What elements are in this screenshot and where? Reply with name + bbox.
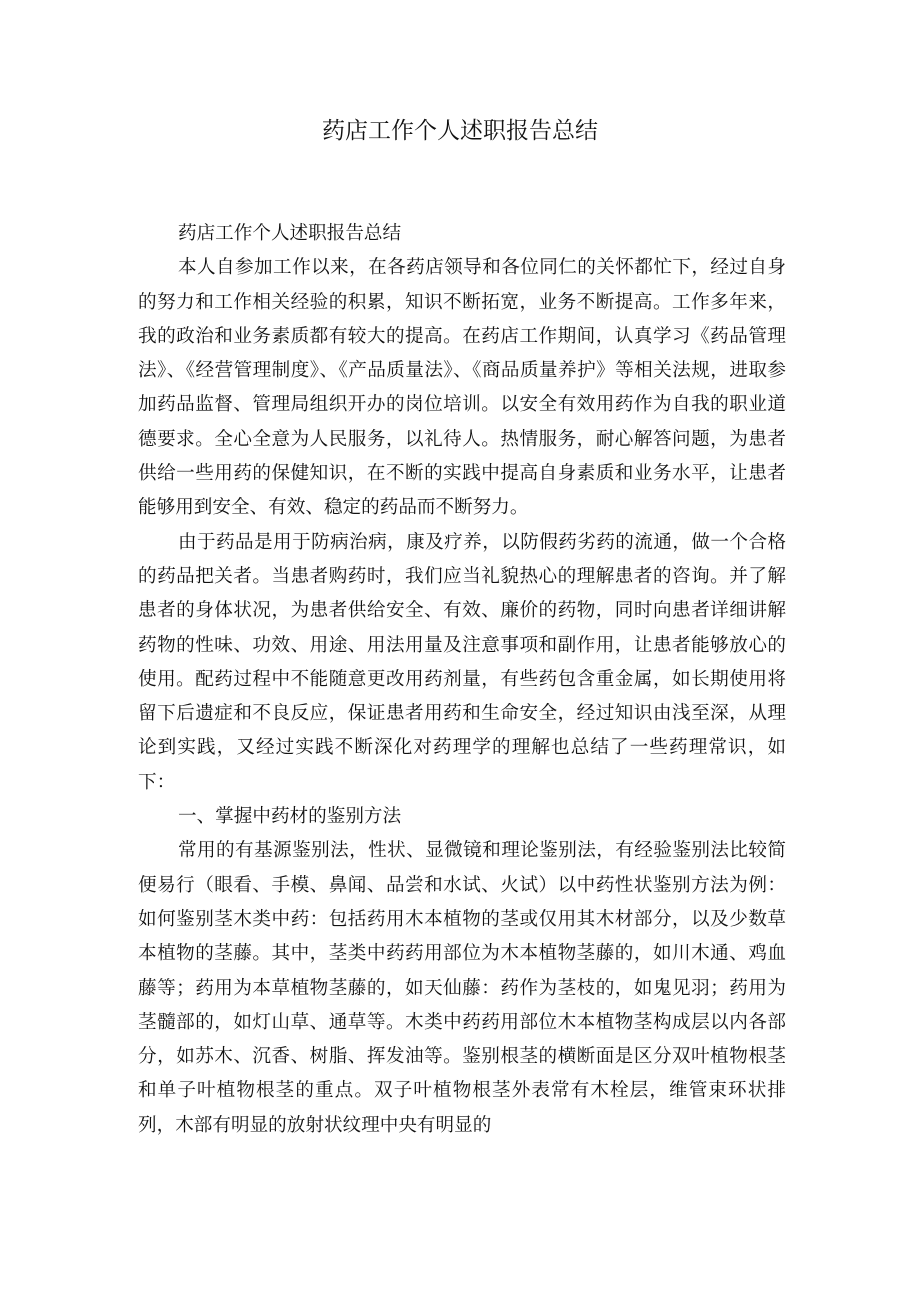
document-title: 药店工作个人述职报告总结 bbox=[322, 118, 598, 144]
paragraph-intro: 本人自参加工作以来，在各药店领导和各位同仁的关怀都忙下，经过自身的努力和工作相关经验的积累，知识不断拓宽，业务不断提高。工作多年来，我的政治和业务素质都有较大的提高。在药店工作期间，认真学习《药品管理法》、《经营管理制度》、《产品质量法》、《商品质量养护》等相关法规，进取参加药品监督、管理局组织开办的岗位培训。以安全有效用药作为自我的职业道德要求。全心全意为人民服务，以礼待人。热情服务，耐心解答问题，为患者供给一些用药的保健知识，在不断的实践中提高自身素质和业务水平，让患者能够用到安全、有效、稳定的药品而不断努力。 bbox=[138, 257, 786, 519]
body-heading: 药店工作个人述职报告总结 bbox=[177, 223, 402, 244]
paragraph-drug-safety: 由于药品是用于防病治病，康及疗养，以防假药劣药的流通，做一个合格的药品把关者。当患者购药时，我们应当礼貌热心的理解患者的咨询。并了解患者的身体状况，为患者供给安全、有效、廉价的药物，同时向患者详细讲解药物的性味、功效、用途、用法用量及注意事项和副作用，让患者能够放心的使用。配药过程中不能随意更改用药剂量，有些药包含重金属，如长期使用将留下后遗症和不良反应，保证患者用药和生命安全，经过知识由浅至深，从理论到实践，又经过实践不断深化对药理学的理解也总结了一些药理常识，如下： bbox=[138, 531, 786, 793]
section-heading-1: 一、掌握中药材的鉴别方法 bbox=[177, 806, 402, 828]
document-body bbox=[138, 217, 786, 1143]
paragraph-identification-methods: 常用的有基源鉴别法，性状、显微镜和理论鉴别法，有经验鉴别法比较简便易行（眼看、手模、鼻闻、品尝和水试、火试）以中药性状鉴别方法为例：如何鉴别茎木类中药：包括药用木本植物的茎或仅用其木材部分，以及少数草本植物的茎藤。其中，茎类中药药用部位为木本植物茎藤的，如川木通、鸡血藤等；药用为本草植物茎藤的，如天仙藤：药作为茎枝的，如鬼见羽；药用为茎髓部的，如灯山草、通草等。木类中药药用部位木本植物茎构成层以内各部分，如苏木、沉香、树脂、挥发油等。鉴别根茎的横断面是区分双叶植物根茎和单子叶植物根茎的重点。双子叶植物根茎外表常有木栓层，维管束环状排列，木部有明显的放射状纹理中央有明显的 bbox=[138, 840, 786, 1136]
